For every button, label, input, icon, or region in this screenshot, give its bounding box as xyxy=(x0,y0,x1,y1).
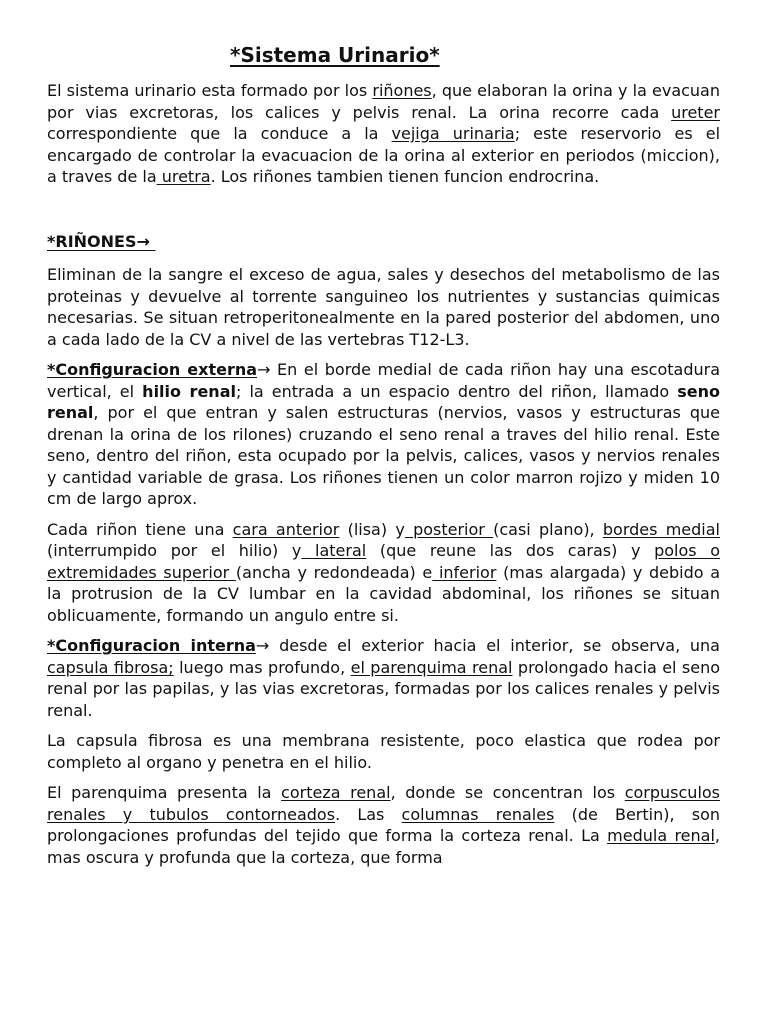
term-polos-superior: polos o extremidades superior xyxy=(47,541,721,582)
config-externa-heading: *Configuracion externa xyxy=(47,360,258,379)
page-title: *Sistema Urinario* xyxy=(230,43,440,67)
term-cara-anterior: cara anterior xyxy=(232,519,340,539)
config-externa-paragraph: *Configuracion externa→ En el borde medial de cada riñon hay una escotadura vertical, el hilio renal; la entrada a un espacio dentro del riñon, llamado seno renal, por el que entran y salen estructuras (nervios, vasos y estructuras que drenan la orina de los rilones) cruzando el seno renal a traves del hilio renal. Este seno, dentro del riñon, esta ocupado por la pelvis, calices, vasos y nervios renales y cantidad variable de grasa. Los riñones tienen un color marron rojizo y miden 10 cm de largo aprox. xyxy=(47,360,721,508)
arrow-right-icon: → xyxy=(255,636,270,655)
cada-rinon-paragraph: Cada riñon tiene una cara anterior (lisa) y posterior (casi plano), bordes medial (interrumpido por el hilio) y lateral (que reune las dos caras) y polos o extremidades superior (ancha y redondeada) e inferior (mas alargada) y debido a la protrusion de la CV lumbar en la cavidad abdominal, los riñones se situan oblicuamente, formando un angulo entre si. xyxy=(47,519,721,625)
term-corpusculos: corpusculos renales y tubulos contorneados xyxy=(47,783,721,824)
config-interna-paragraph: *Configuracion interna→ desde el exterior hacia el interior, se observa, una capsula fibrosa; luego mas profundo, el parenquima renal prolongado hacia el seno renal por las papilas, y las vias excretoras, formadas por los calices renales y pelvis renal. xyxy=(47,636,721,720)
term-parenquima-renal: el parenquima renal xyxy=(350,657,513,677)
term-columnas-renales: columnas renales xyxy=(401,804,555,824)
section-heading-rinones: *RIÑONES→ xyxy=(47,231,150,251)
rinones-paragraph: Eliminan de la sangre el exceso de agua, sales y desechos del metabolismo de las proteinas y devuelve al torrente sanguineo los nutrientes y sustancias quimicas necesarias. Se situan retroperitonealmente en la pared posterior del abdomen, uno a cada lado de la CV a nivel de las vertebras T12-L3. xyxy=(47,265,720,349)
term-posterior: posterior xyxy=(404,519,494,539)
term-lateral: lateral xyxy=(301,541,367,560)
term-hilio-renal: hilio renal xyxy=(142,381,236,401)
arrow-right-icon: → xyxy=(136,231,150,251)
term-capsula-fibrosa: capsula fibrosa; xyxy=(47,657,174,677)
capsula-paragraph: La capsula fibrosa es una membrana resistente, poco elastica que rodea por completo al organo y penetra en el hilio. xyxy=(47,731,720,772)
term-inferior: inferior xyxy=(432,562,497,582)
term-vejiga-urinaria: vejiga urinaria xyxy=(391,124,515,143)
parenquima-paragraph: El parenquima presenta la corteza renal, donde se concentran los corpusculos renales y tubulos contorneados. Las columnas renales (de Bertin), son prolongaciones profundas del tejido que forma la corteza renal. La medula renal, mas oscura y profunda que la corteza, que forma xyxy=(47,783,721,867)
term-bordes-medial: bordes medial xyxy=(602,519,720,539)
term-ureter: ureter xyxy=(671,102,720,122)
term-rinones: riñones xyxy=(372,81,432,100)
term-corteza-renal: corteza renal xyxy=(281,783,391,802)
term-medula-renal: medula renal xyxy=(607,826,715,845)
arrow-right-icon: → xyxy=(257,360,271,379)
config-interna-heading: *Configuracion interna xyxy=(47,636,256,655)
section-spacer xyxy=(47,197,720,231)
term-uretra: uretra xyxy=(156,167,211,186)
intro-paragraph: El sistema urinario esta formado por los riñones, que elaboran la orina y la evacuan por vias excretoras, los calices y pelvis renal. La orina recorre cada ureter correspondiente que la conduce a la vejiga urinaria; este reservorio es el encargado de controlar la evacuacion de la orina al exterior en periodos (miccion), a traves de la uretra. Los riñones tambien tienen funcion endrocrina. xyxy=(47,81,721,186)
term-seno-renal: seno renal xyxy=(47,381,721,422)
